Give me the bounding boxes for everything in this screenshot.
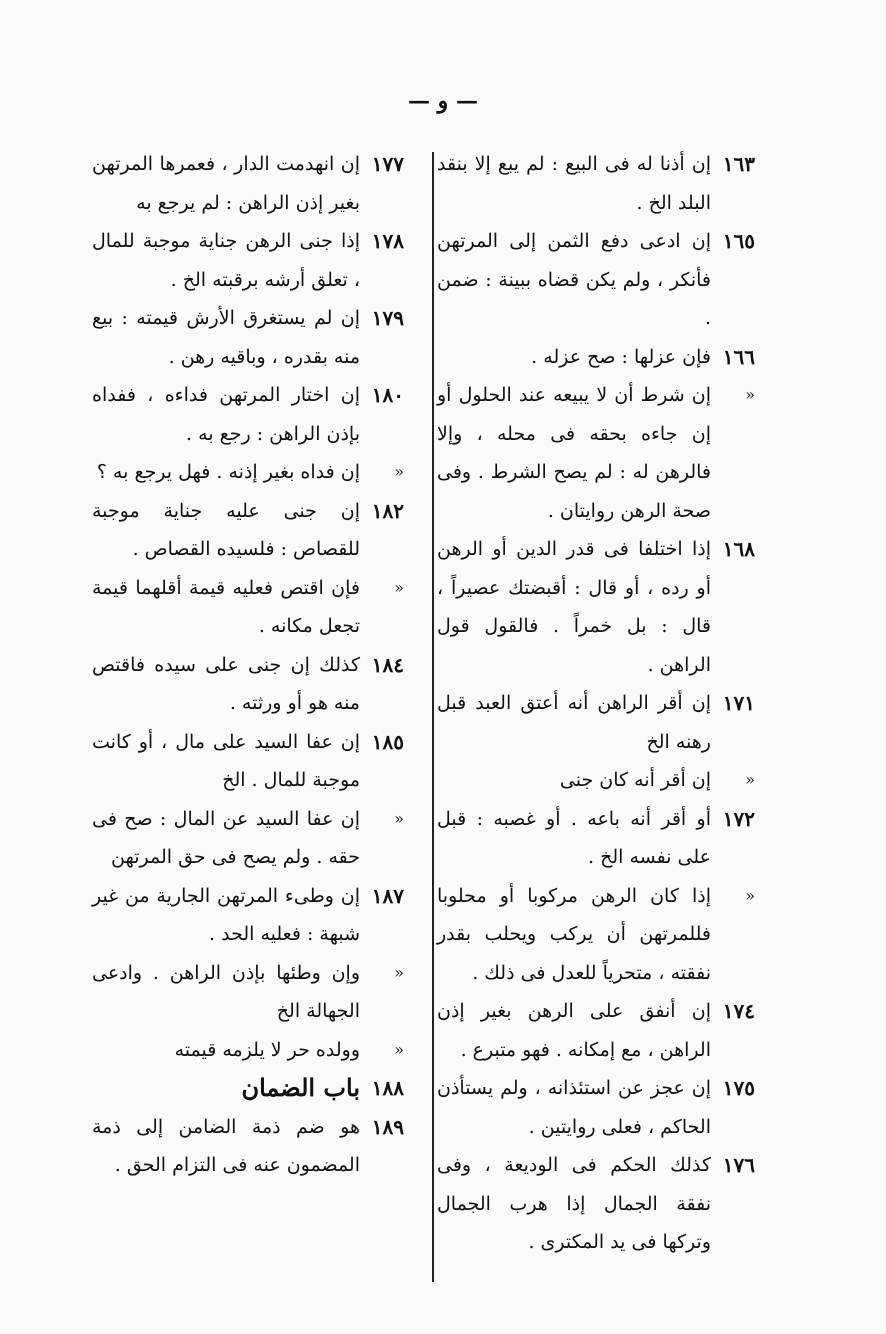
entry-text: إن لم يستغرق الأرش قيمته : بيع منه بقدره ، وباقيه رهن . bbox=[92, 307, 360, 368]
numbered-entry bbox=[92, 222, 404, 299]
entry-number: ١٨٥ bbox=[371, 729, 404, 754]
entry-text: إن فداه بغير إذنه . فهل يرجع به ؟ bbox=[96, 461, 360, 483]
entry-number: ١٦٣ bbox=[722, 152, 755, 176]
entry-number: ١٧٨ bbox=[371, 229, 404, 253]
entry-text: كذلك الحكم فى الوديعة ، وفى نفقة الجمال إذا هرب الجمال وتركها فى يد المكترى . bbox=[437, 1154, 711, 1253]
numbered-entry bbox=[92, 376, 404, 453]
entry-text: إن أذنا له فى البيع : لم يبع إلا بنقد البلد الخ . bbox=[437, 153, 711, 214]
entry-text: إن عفا السيد عن المال : صح فى حقه . ولم يصح فى حق المرتهن bbox=[92, 807, 360, 868]
entry-text: وإن وطئها بإذن الراهن . وادعى الجهالة الخ bbox=[92, 961, 360, 1022]
numbered-entry bbox=[92, 145, 404, 222]
ditto-mark: « bbox=[394, 808, 404, 828]
entry-number: ١٧١ bbox=[722, 691, 755, 715]
entry-text: إن أقر الراهن أنه أعتق العبد قبل رهنه الخ bbox=[437, 692, 711, 753]
entry-text: إن انهدمت الدار ، فعمرها المرتهن بغير إذن الراهن : لم يرجع به bbox=[92, 153, 360, 214]
ditto-mark: « bbox=[394, 1039, 404, 1059]
entry-text: فإن اقتص فعليه قيمة أقلهما قيمة تجعل مكانه . bbox=[92, 576, 360, 637]
numbered-entry bbox=[92, 954, 404, 1031]
numbered-entry bbox=[92, 492, 404, 569]
entry-text: إذا اختلفا فى قدر الدين أو الرهن أو رده ، أو قال : أقبضتك عصيراً ، قال : بل خمراً . فالقول قول الراهن . bbox=[437, 538, 711, 676]
entry-number: ١٦٦ bbox=[722, 344, 755, 369]
entry-number: ١٨٠ bbox=[371, 383, 404, 407]
left-column bbox=[92, 145, 404, 1185]
numbered-entry bbox=[92, 569, 404, 646]
numbered-entry bbox=[437, 1146, 755, 1262]
entry-text: كذلك إن جنى على سيده فاقتص منه هو أو ورثته . bbox=[92, 653, 360, 714]
ditto-mark: « bbox=[394, 462, 404, 481]
page-number: — و — bbox=[408, 88, 478, 114]
entry-text: إذا كان الرهن مركوبا أو محلوبا فللمرتهن أن يركب ويحلب بقدر نفقته ، متحرياً للعدل فى ذلك . bbox=[437, 884, 711, 984]
ditto-mark: « bbox=[745, 385, 755, 404]
section-heading bbox=[92, 1069, 404, 1108]
numbered-entry bbox=[437, 145, 755, 222]
entry-text: إن أقر أنه كان جنى bbox=[559, 769, 711, 791]
entry-number: ١٧٦ bbox=[722, 1153, 755, 1177]
entry-number: ١٧٥ bbox=[722, 1076, 755, 1100]
numbered-entry bbox=[92, 723, 404, 800]
numbered-entry bbox=[92, 800, 404, 877]
numbered-entry bbox=[437, 376, 755, 530]
entry-text: هو ضم ذمة الضامن إلى ذمة المضمون عنه فى التزام الحق . bbox=[92, 1115, 360, 1176]
entry-text: فإن عزلها : صح عزله . bbox=[531, 345, 711, 368]
right-column bbox=[437, 145, 755, 1262]
entry-number: ١٨٩ bbox=[371, 1114, 404, 1139]
numbered-entry bbox=[92, 299, 404, 376]
ditto-mark: « bbox=[394, 962, 404, 982]
entry-text: إن وطىء المرتهن الجارية من غير شبهة : فعليه الحد . bbox=[92, 884, 360, 945]
numbered-entry bbox=[92, 453, 404, 492]
entry-number: ١٧٤ bbox=[722, 999, 755, 1023]
numbered-entry bbox=[437, 222, 755, 338]
entry-number: ١٧٩ bbox=[371, 306, 404, 330]
numbered-entry bbox=[437, 1069, 755, 1146]
entry-text: وولده حر لا يلزمه قيمته bbox=[174, 1038, 360, 1061]
numbered-entry bbox=[92, 877, 404, 954]
entry-text: إن اختار المرتهن فداءه ، ففداه بإذن الراهن : رجع به . bbox=[92, 384, 360, 445]
entry-number: ١٨٧ bbox=[371, 883, 404, 908]
numbered-entry bbox=[92, 1108, 404, 1185]
numbered-entry bbox=[437, 877, 755, 993]
numbered-entry bbox=[437, 800, 755, 877]
numbered-entry bbox=[437, 992, 755, 1069]
entry-number: ١٨٨ bbox=[371, 1076, 404, 1100]
entry-text: إن جنى عليه جناية موجبة للقصاص : فلسيده القصاص . bbox=[92, 499, 360, 560]
numbered-entry bbox=[92, 1031, 404, 1070]
heading-text: باب الضمان bbox=[241, 1073, 360, 1102]
ditto-mark: « bbox=[394, 577, 404, 597]
ditto-mark: « bbox=[745, 885, 755, 905]
numbered-entry bbox=[437, 530, 755, 684]
entry-text: أو أقر أنه باعه . أو غصبه : قبل على نفسه الخ . bbox=[437, 807, 711, 868]
numbered-entry bbox=[92, 646, 404, 723]
entry-text: إن عجز عن استئذانه ، ولم يستأذن الحاكم ، فعلى روايتين . bbox=[437, 1077, 711, 1138]
ditto-mark: « bbox=[745, 770, 755, 789]
entry-text: إن شرط أن لا يبيعه عند الحلول أو إن جاءه بحقه فى محله ، وإلا فالرهن له : لم يصح الشرط . وفى صحة الرهن روايتان . bbox=[437, 384, 711, 522]
entry-text: إن ادعى دفع الثمن إلى المرتهن فأنكر ، ولم يكن قضاه ببينة : ضمن . bbox=[437, 230, 711, 329]
column-divider bbox=[432, 152, 434, 1282]
entry-number: ١٦٨ bbox=[722, 537, 755, 561]
entry-text: إذا جنى الرهن جناية موجبة للمال ، تعلق أرشه برقبته الخ . bbox=[92, 230, 360, 291]
entry-text: إن أنفق على الرهن بغير إذن الراهن ، مع إمكانه . فهو متبرع . bbox=[437, 1000, 711, 1061]
entry-number: ١٨٤ bbox=[371, 652, 404, 677]
entry-number: ١٧٧ bbox=[371, 152, 404, 176]
entry-text: إن عفا السيد على مال ، أو كانت موجبة للمال . الخ bbox=[92, 730, 360, 791]
numbered-entry bbox=[437, 684, 755, 761]
entry-number: ١٧٢ bbox=[722, 806, 755, 831]
entry-number: ١٨٢ bbox=[371, 498, 404, 523]
numbered-entry bbox=[437, 338, 755, 377]
entry-number: ١٦٥ bbox=[722, 229, 755, 253]
numbered-entry bbox=[437, 761, 755, 800]
